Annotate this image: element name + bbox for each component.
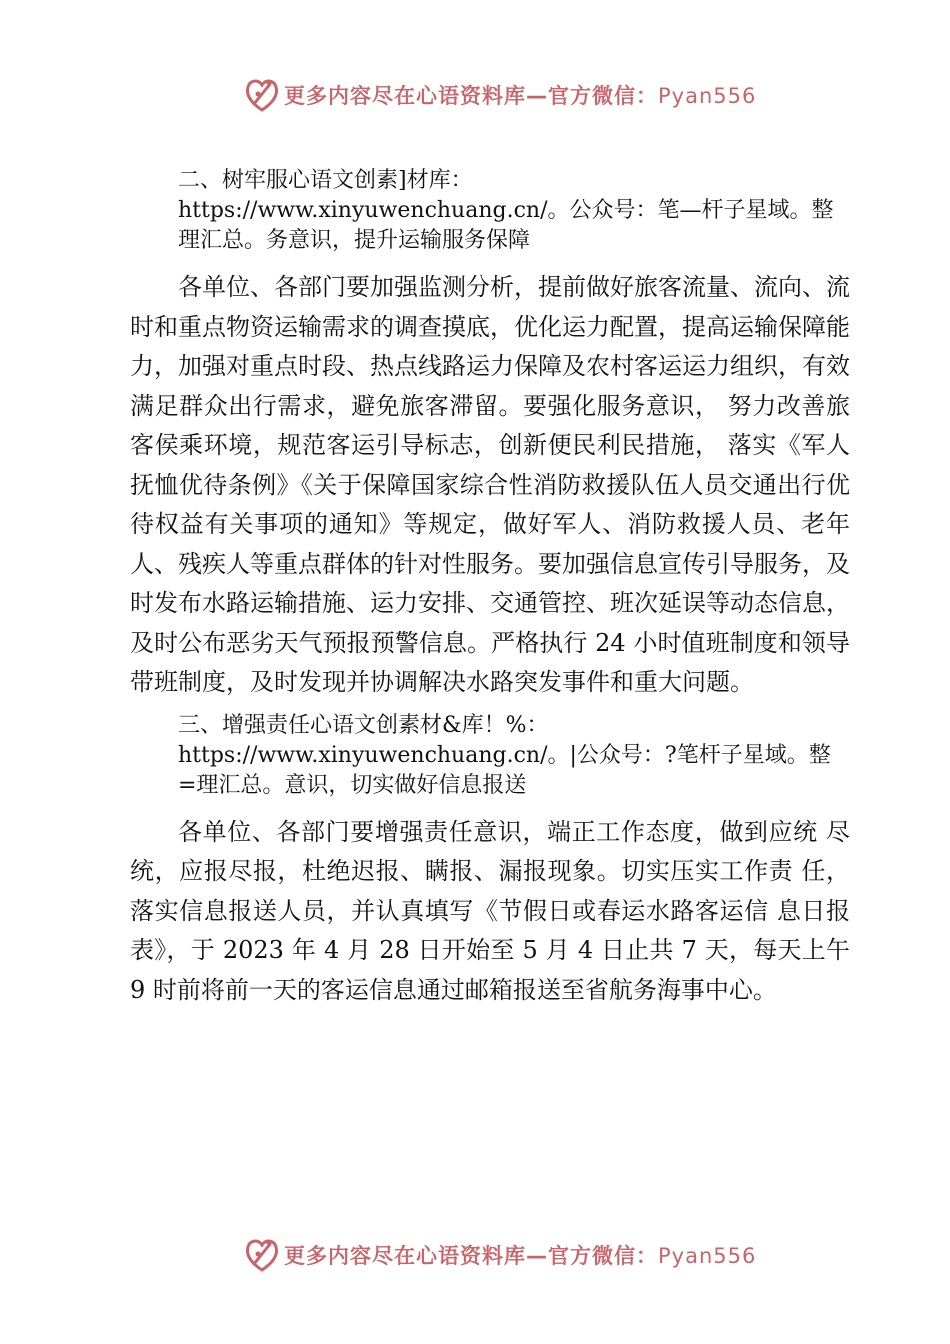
footer-banner [0, 1232, 950, 1276]
heart-pen-logo-icon [244, 74, 280, 114]
section-2-heading: 二、树牢服心语文创素]材库：https://www.xinyuwenchuang.cn/。公众号：笔—杆子星域。整理汇总。务意识，提升运输服务保障 [178, 168, 834, 253]
banner-wechat-id: Pyan556 [658, 84, 757, 108]
banner-wechat-id: Pyan556 [658, 1244, 757, 1268]
section-2-paragraph: 各单位、各部门要加强监测分析，提前做好旅客流量、流向、流时和重点物资运输需求的调查摸底，优化运力配置，提高运输保障能力，加强对重点时段、热点线路运力保障及农村客运运力组织，有效满足群众出行需求，避免旅客滞留。要强化服务意识， 努力改善旅客侯乘环境，规范客运引导标志，创新便民利民措施， 落实《军人抚恤优待条例》《关于保障国家综合性消防救援队伍人员交通出行优待权益有关事项的通知》等规定，做好军人、消防救援人员、老年人、残疾人等重点群体的针对性服务。要加强信息宣传引导服务，及时发布水路运输措施、运力安排、交通管控、班次延误等动态信息，及时公布恶劣天气预报预警信息。严格执行 24 小时值班制度和领导带班制度，及时发现并协调解决水路突发事件和重大问题。 [130, 273, 850, 696]
section-3-heading: 三、增强责任心语文创素材&库！%：https://www.xinyuwenchuang.cn/。|公众号：?笔杆子星域。整=理汇总。意识，切实做好信息报送 [178, 712, 831, 798]
banner-wechat-label: 官方微信： [548, 1244, 658, 1268]
document-body [130, 166, 850, 1022]
banner-text [284, 80, 756, 110]
banner-dash: — [526, 1244, 548, 1268]
banner-text [284, 1240, 756, 1270]
banner-title: 更多内容尽在心语资料库 [284, 1244, 526, 1268]
banner-wechat-label: 官方微信： [548, 84, 658, 108]
banner-title: 更多内容尽在心语资料库 [284, 84, 526, 108]
header-banner [0, 72, 950, 116]
section-3-paragraph: 各单位、各部门要增强责任意识，端正工作态度，做到应统 尽统，应报尽报，杜绝迟报、瞒报、漏报现象。切实压实工作责 任，落实信息报送人员，并认真填写《节假日或春运水路客运信 息日报表》，于 2023 年 4 月 28 日开始至 5 月 4 日止共 7 天，每天上午 9 时前将前一天的客运信息通过邮箱报送至省航务海事中心。 [130, 817, 850, 1004]
heart-pen-logo-icon [244, 1234, 280, 1274]
banner-dash: — [526, 84, 548, 108]
